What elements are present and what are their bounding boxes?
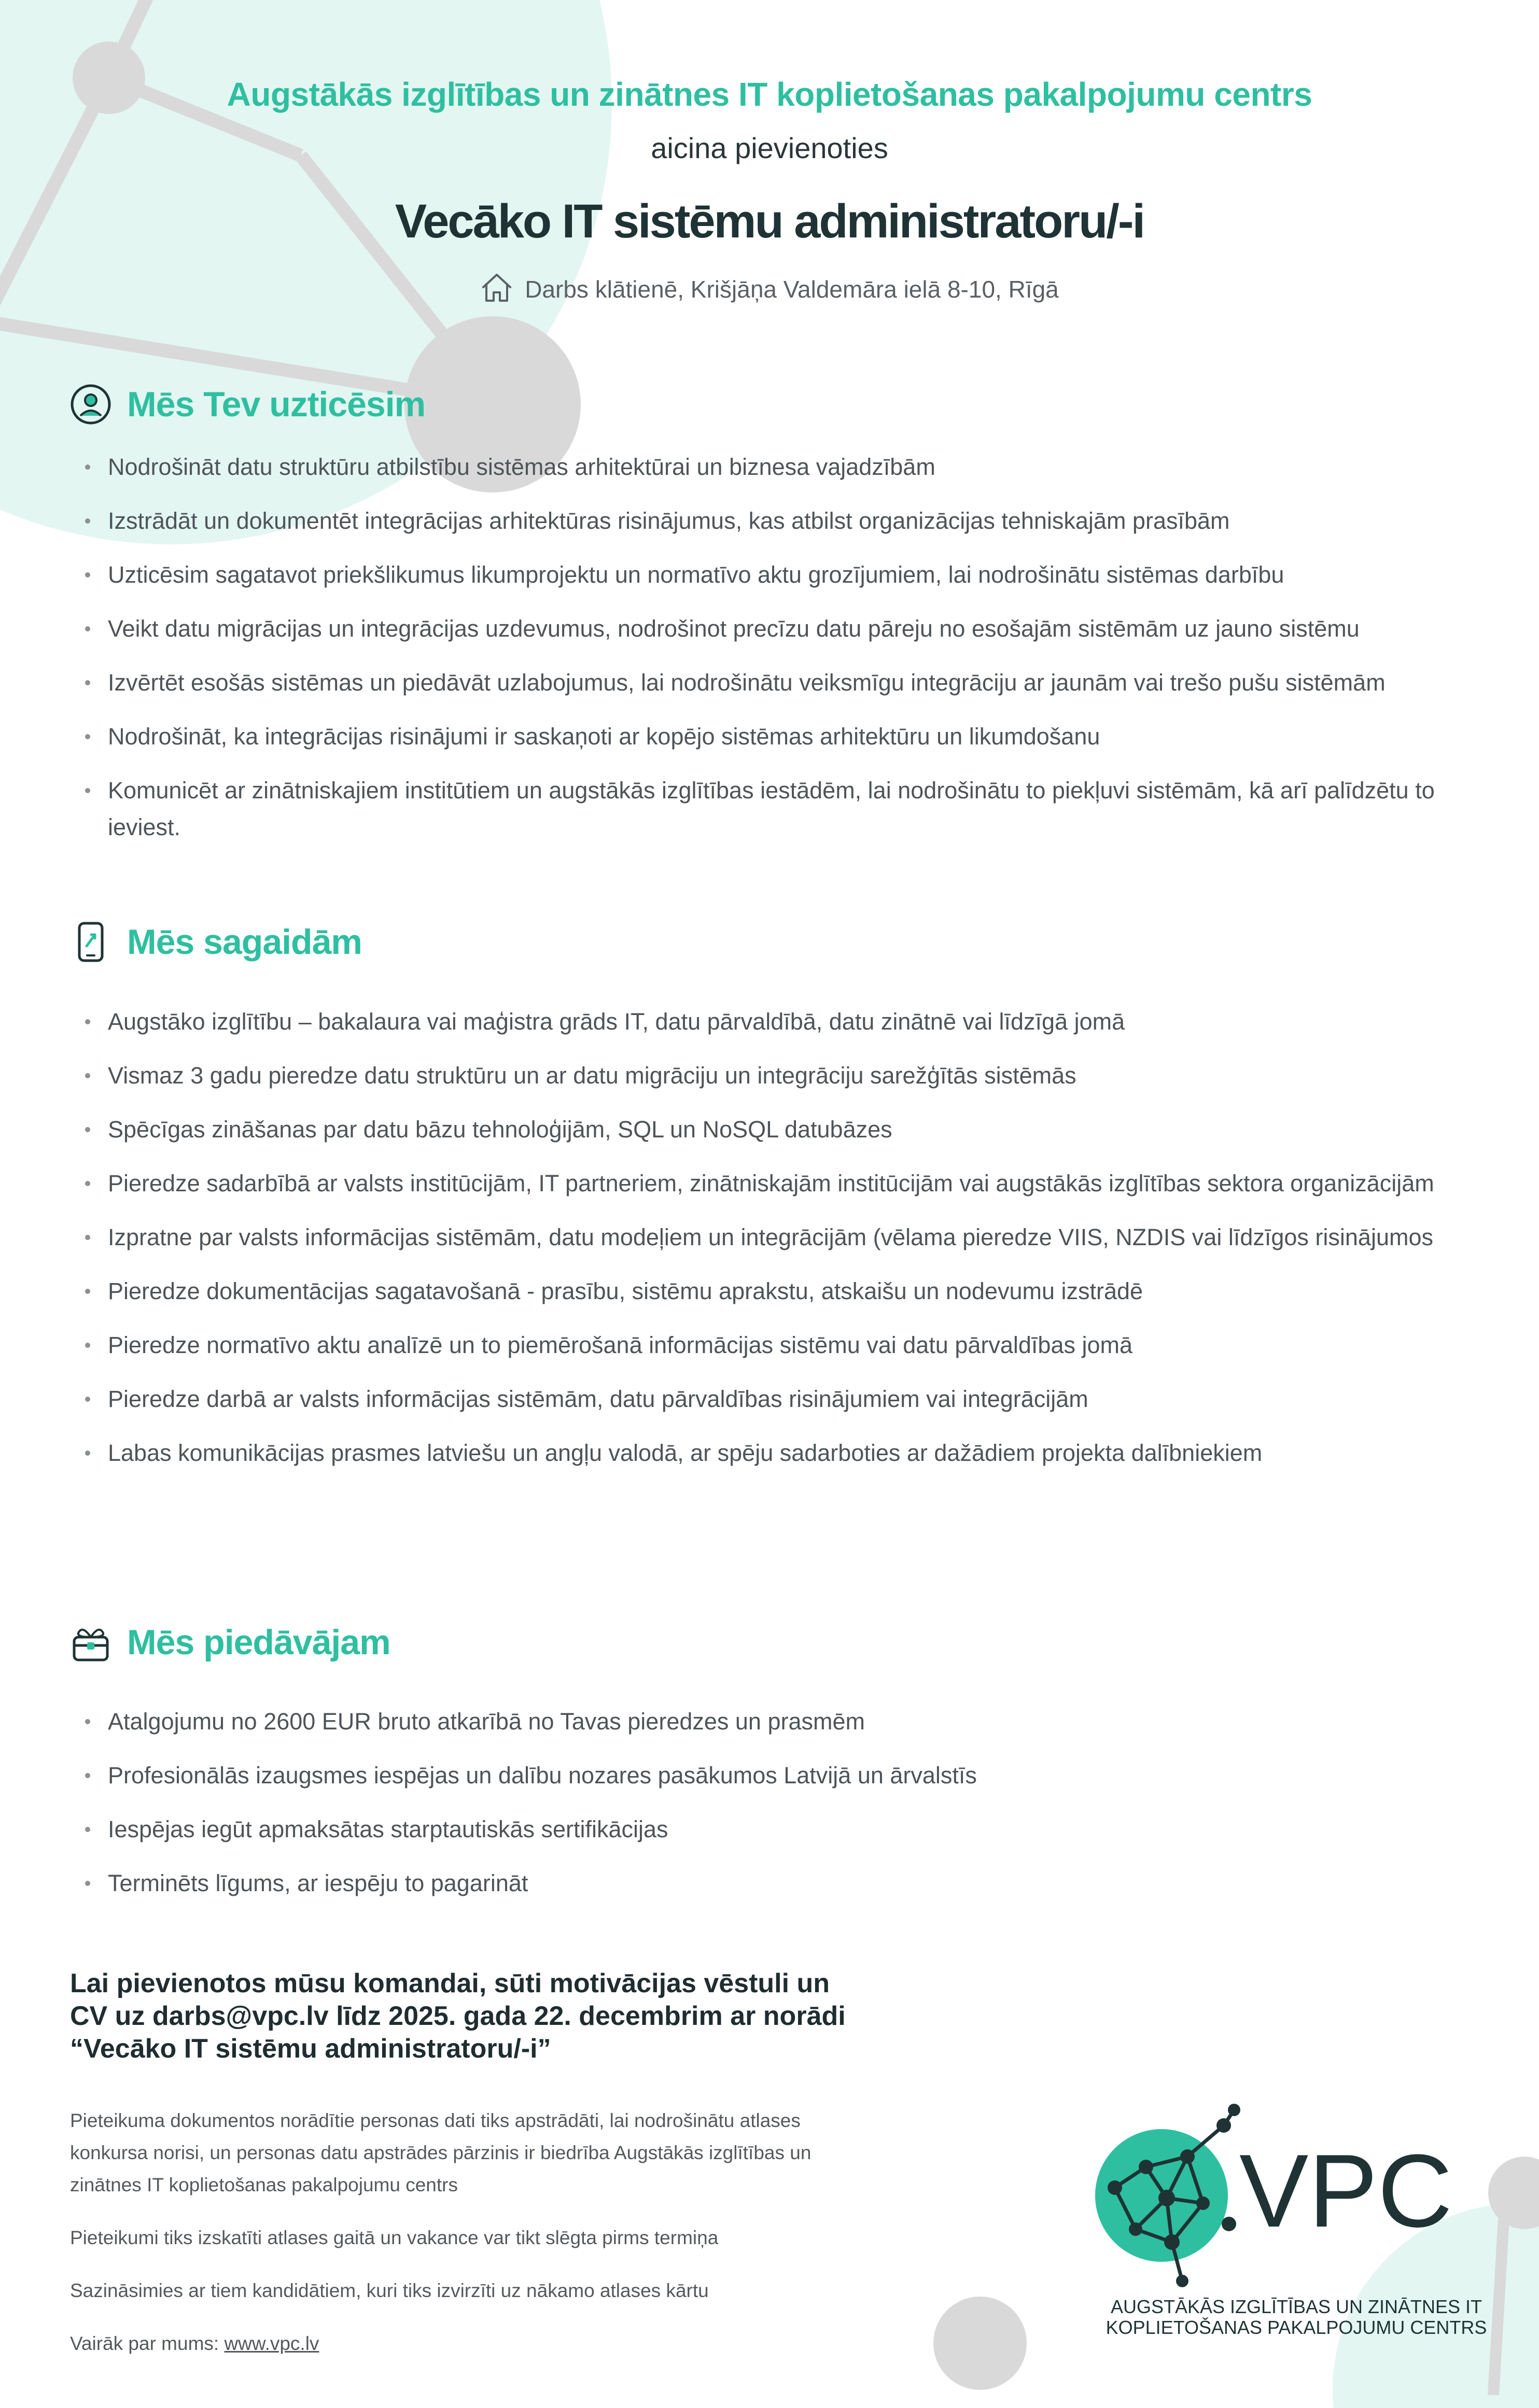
list-item: Pieredze sadarbībā ar valsts institūcijām, IT partneriem, zinātniskajām institūcijām vai augstākās izglītības sektora organizācijām: [83, 1165, 1473, 1202]
list-item: Nodrošināt datu struktūru atbilstību sistēmas arhitektūrai un biznesa vajadzībām: [83, 448, 1473, 485]
offer-list: [83, 1703, 1473, 1919]
list-item: Uzticēsim sagatavot priekšlikumus likumprojektu un normatīvo aktu grozījumiem, lai nodrošinātu sistēmas darbību: [83, 556, 1473, 593]
list-item: Pieredze dokumentācijas sagatavošanā - prasību, sistēmu aprakstu, atskaišu un nodevumu izstrādē: [83, 1273, 1473, 1309]
list-item: Izvērtēt esošās sistēmas un piedāvāt uzlabojumus, lai nodrošinātu veiksmīgu integrāciju ar jaunām vai trešo pušu sistēmām: [83, 664, 1473, 701]
list-item: Pieredze normatīvo aktu analīzē un to piemērošanā informācijas sistēmu vai datu pārvaldības jomā: [83, 1327, 1473, 1363]
location: [0, 272, 1539, 304]
logo-caption-line2: KOPLIETOŠANAS PAKALPOJUMU CENTRS: [1106, 2317, 1487, 2338]
section-trust-header: [70, 384, 425, 425]
list-item: Izpratne par valsts informācijas sistēmām, datu modeļiem un integrācijām (vēlama pieredze VIIS, NZDIS vai līdzīgos risinājumos: [83, 1219, 1473, 1256]
invite-text: aicina pievienoties: [651, 132, 888, 164]
gift-icon: [70, 1622, 111, 1663]
application-notes: [70, 2105, 848, 2381]
more-info: [70, 2328, 848, 2360]
list-item: Terminēts līgums, ar iespēju to pagarināt: [83, 1865, 1473, 1902]
note-review: Pieteikumi tiks izskatīti atlases gaitā un vakance var tikt slēgta pirms termiņa: [70, 2227, 719, 2248]
section-offer-header: [70, 1622, 390, 1663]
logo-caption-line1: AUGSTĀKĀS IZGLĪTĪBAS UN ZINĀTNES IT: [1110, 2296, 1482, 2317]
list-item: Nodrošināt, ka integrācijas risinājumi ir saskaņoti ar kopējo sistēmas arhitektūru un likumdošanu: [83, 718, 1473, 755]
list-item: Atalgojumu no 2600 EUR bruto atkarībā no Tavas pieredzes un prasmēm: [83, 1703, 1473, 1740]
list-item: Iespējas iegūt apmaksātas starptautiskās sertifikācijas: [83, 1811, 1473, 1848]
list-item: Labas komunikācijas prasmes latviešu un angļu valodā, ar spēju sadarboties ar dažādiem projekta dalībniekiem: [83, 1434, 1473, 1471]
vpc-logo: [1084, 2089, 1488, 2297]
list-item: Veikt datu migrācijas un integrācijas uzdevumus, nodrošinot precīzu datu pāreju no esošajām sistēmām uz jauno sistēmu: [83, 610, 1473, 647]
list-item: Spēcīgas zināšanas par datu bāzu tehnoloģijām, SQL un NoSQL datubāzes: [83, 1111, 1473, 1148]
person-circle-icon: [70, 384, 111, 425]
list-item: Pieredze darbā ar valsts informācijas sistēmām, datu pārvaldības risinājumiem vai integrācijām: [83, 1381, 1473, 1417]
section-expect-title: Mēs sagaidām: [127, 922, 362, 962]
section-expect-header: [70, 921, 362, 963]
expect-list: [83, 1003, 1473, 1488]
apply-instructions: Lai pievienotos mūsu komandai, sūti motivācijas vēstuli un CV uz darbs@vpc.lv līdz 2025. gada 22. decembrim ar norādi “Vecāko IT sistēmu administratoru/-i”: [70, 1968, 846, 2064]
phone-icon: [70, 921, 111, 963]
note-data-processing: Pieteikuma dokumentos norādītie personas dati tiks apstrādāti, lai nodrošinātu atlases konkursa norisi, un personas datu apstrādes pārzinis ir biedrība Augstākās izglītības un zinātnes IT koplietošanas pakalpojumu centrs: [70, 2110, 812, 2195]
note-contact: Sazināsimies ar tiem kandidātiem, kuri tiks izvirzīti uz nākamo atlases kārtu: [70, 2280, 709, 2301]
section-offer-title: Mēs piedāvājam: [127, 1623, 390, 1662]
list-item: Augstāko izglītību – bakalaura vai maģistra grāds IT, datu pārvaldībā, datu zinātnē vai līdzīgā jomā: [83, 1003, 1473, 1040]
home-icon: [480, 272, 513, 304]
list-item: Vismaz 3 gadu pieredze datu struktūru un ar datu migrāciju un integrāciju sarežģītās sistēmās: [83, 1057, 1473, 1094]
logo-caption: [1063, 2297, 1530, 2338]
website-link[interactable]: www.vpc.lv: [224, 2333, 319, 2354]
trust-list: [83, 448, 1473, 863]
job-title: Vecāko IT sistēmu administratoru/-i: [395, 195, 1144, 248]
section-trust-title: Mēs Tev uzticēsim: [127, 385, 426, 424]
location-text: Darbs klātienē, Krišjāņa Valdemāra ielā 8-10, Rīgā: [525, 276, 1059, 303]
list-item: Profesionālās izaugsmes iespējas un dalību nozares pasākumos Latvijā un ārvalstīs: [83, 1757, 1473, 1794]
more-label: Vairāk par mums:: [70, 2333, 219, 2354]
organization-name: Augstākās izglītības un zinātnes IT koplietošanas pakalpojumu centrs: [227, 76, 1312, 113]
list-item: Izstrādāt un dokumentēt integrācijas arhitektūras risinājumus, kas atbilst organizācijas tehniskajām prasībām: [83, 502, 1473, 539]
logo-wordmark: VPC: [1239, 2133, 1453, 2249]
list-item: Komunicēt ar zinātniskajiem institūtiem un augstākās izglītības iestādēm, lai nodrošinātu to piekļuvi sistēmām, kā arī palīdzētu to ieviest.: [83, 772, 1473, 846]
